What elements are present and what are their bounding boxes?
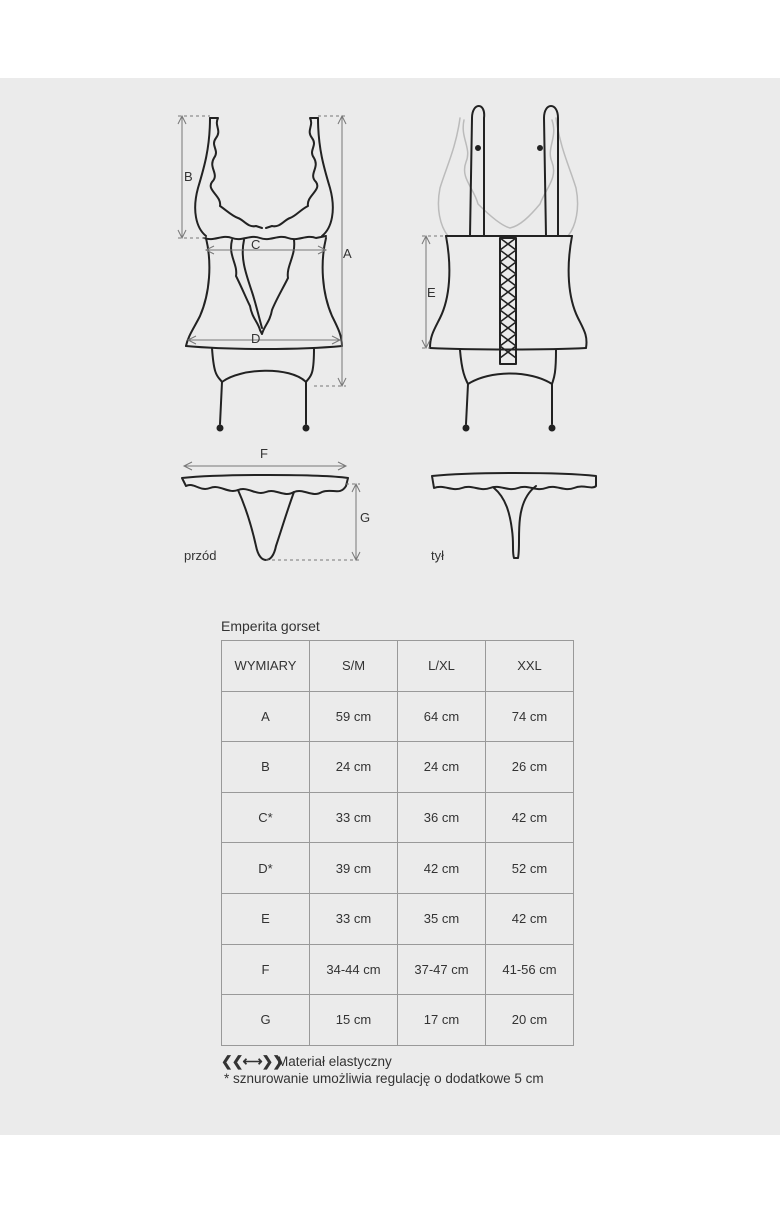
elastic-arrows-icon: ❮❮⟷❯❯ bbox=[221, 1052, 283, 1069]
table-header-cell: S/M bbox=[310, 641, 398, 692]
dim-label-b: B bbox=[184, 169, 193, 184]
table-cell: 52 cm bbox=[486, 843, 574, 894]
table-header-cell: L/XL bbox=[398, 641, 486, 692]
table-cell: 33 cm bbox=[310, 792, 398, 843]
back-view-label: tył bbox=[431, 548, 444, 563]
table-header-cell: XXL bbox=[486, 641, 574, 692]
size-chart-table bbox=[221, 640, 574, 1046]
table-cell: A bbox=[222, 691, 310, 742]
table-cell: 41-56 cm bbox=[486, 944, 574, 995]
table-cell: G bbox=[222, 995, 310, 1046]
lacing-note: * sznurowanie umożliwia regulację o dodatkowe 5 cm bbox=[224, 1071, 544, 1086]
table-cell: 42 cm bbox=[486, 893, 574, 944]
table-header-row bbox=[222, 641, 574, 692]
dim-label-f: F bbox=[260, 446, 268, 461]
table-row bbox=[222, 742, 574, 793]
table-cell: 37-47 cm bbox=[398, 944, 486, 995]
table-cell: 74 cm bbox=[486, 691, 574, 742]
table-cell: 20 cm bbox=[486, 995, 574, 1046]
size-chart-title: Emperita gorset bbox=[221, 618, 320, 634]
table-cell: 26 cm bbox=[486, 742, 574, 793]
table-cell: F bbox=[222, 944, 310, 995]
table-cell: 33 cm bbox=[310, 893, 398, 944]
table-cell: 36 cm bbox=[398, 792, 486, 843]
table-cell: C* bbox=[222, 792, 310, 843]
table-row bbox=[222, 792, 574, 843]
elastic-material-label: Materiał elastyczny bbox=[277, 1053, 392, 1069]
front-corset-drawing bbox=[186, 118, 342, 424]
table-row bbox=[222, 691, 574, 742]
table-row bbox=[222, 843, 574, 894]
table-row bbox=[222, 995, 574, 1046]
dim-label-g: G bbox=[360, 510, 371, 525]
table-cell: 59 cm bbox=[310, 691, 398, 742]
table-cell: 34-44 cm bbox=[310, 944, 398, 995]
table-cell: 24 cm bbox=[310, 742, 398, 793]
table-cell: D* bbox=[222, 843, 310, 894]
garment-diagram bbox=[0, 78, 780, 678]
front-view-label: przód bbox=[184, 548, 217, 563]
dim-label-e: E bbox=[427, 285, 436, 300]
table-cell: 35 cm bbox=[398, 893, 486, 944]
legend bbox=[221, 1052, 392, 1070]
back-thong-drawing bbox=[432, 473, 596, 558]
table-cell: 42 cm bbox=[398, 843, 486, 894]
table-header-cell: WYMIARY bbox=[222, 641, 310, 692]
table-cell: 15 cm bbox=[310, 995, 398, 1046]
dim-label-c: C bbox=[251, 237, 261, 252]
dim-label-a: A bbox=[343, 246, 352, 261]
table-cell: 17 cm bbox=[398, 995, 486, 1046]
table-cell: 64 cm bbox=[398, 691, 486, 742]
table-cell: 39 cm bbox=[310, 843, 398, 894]
table-cell: 24 cm bbox=[398, 742, 486, 793]
table-cell: E bbox=[222, 893, 310, 944]
back-corset-drawing bbox=[430, 106, 587, 424]
dim-label-d: D bbox=[251, 331, 261, 346]
table-row bbox=[222, 893, 574, 944]
content-panel bbox=[0, 78, 780, 1135]
table-row bbox=[222, 944, 574, 995]
table-cell: B bbox=[222, 742, 310, 793]
table-cell: 42 cm bbox=[486, 792, 574, 843]
